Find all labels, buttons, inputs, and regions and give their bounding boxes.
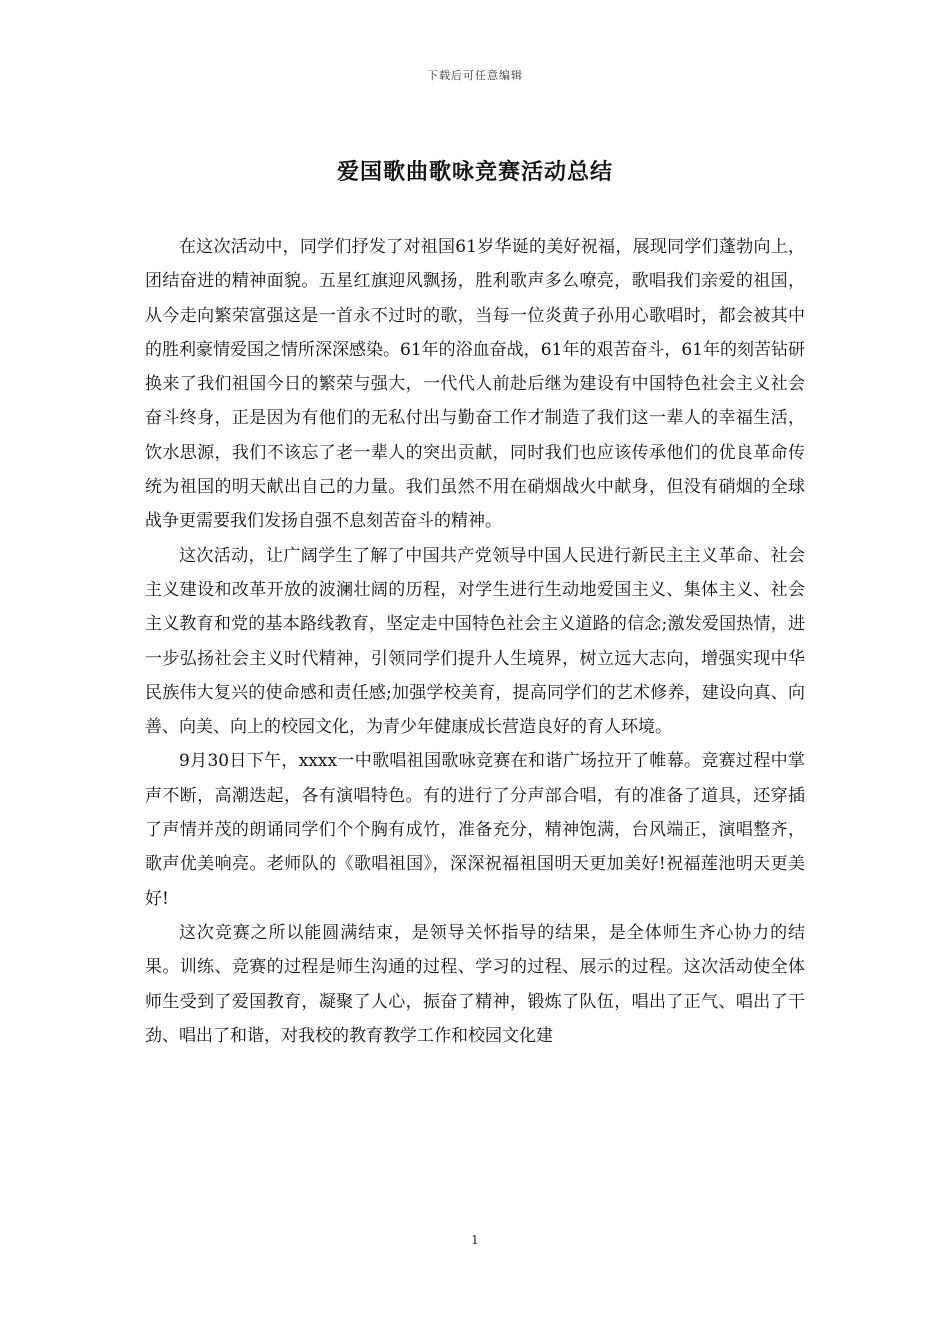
body-paragraph: 9月30日下午，xxxx一中歌唱祖国歌咏竞赛在和谐广场拉开了帷幕。竞赛过程中掌声不断，高潮迭起，各有演唱特色。有的进行了分声部合唱，有的准备了道具，还穿插了声情并茂的朗诵同学们个个胸有成竹，准备充分，精神饱满，台风端正，演唱整齐，歌声优美响亮。老师队的《歌唱祖国》，深深祝福祖国明天更加美好!祝福莲池明天更美好! <box>145 751 805 909</box>
body-paragraph: 在这次活动中，同学们抒发了对祖国61岁华诞的美好祝福，展现同学们蓬勃向上，团结奋进的精神面貌。五星红旗迎风飘扬，胜利歌声多么嘹亮，歌唱我们亲爱的祖国，从今走向繁荣富强这是一首永不过时的歌，当每一位炎黄子孙用心歌唱时，都会被其中的胜利豪情爱国之情所深深感染。61年的浴血奋战，61年的艰苦奋斗，61年的刻苦钻研换来了我们祖国今日的繁荣与强大，一代代人前赴后继为建设有中国特色社会主义社会奋斗终身，正是因为有他们的无私付出与勤奋工作才制造了我们这一辈人的幸福生活，饮水思源，我们不该忘了老一辈人的突出贡献，同时我们也应该传承他们的优良革命传统为祖国的明天献出自己的力量。我们虽然不用在硝烟战火中献身，但没有硝烟的全球战争更需要我们发扬自强不息刻苦奋斗的精神。 <box>145 237 805 532</box>
page-header-note: 下载后可任意编辑 <box>427 69 523 82</box>
document-title: 爱国歌曲歌咏竞赛活动总结 <box>336 160 613 185</box>
page-number: 1 <box>471 1233 479 1247</box>
body-paragraph: 这次活动，让广阔学生了解了中国共产党领导中国人民进行新民主主义革命、社会主义建设和改革开放的波澜壮阔的历程，对学生进行生动地爱国主义、集体主义、社会主义教育和党的基本路线教育，坚定走中国特色社会主义道路的信念;激发爱国热情，进一步弘扬社会主义时代精神，引领同学们提升人生境界，树立远大志向，增强实现中华民族伟大复兴的使命感和责任感;加强学校美育，提高同学们的艺术修养，建设向真、向善、向美、向上的校园文化，为青少年健康成长营造良好的育人环境。 <box>145 545 805 738</box>
document-body <box>145 230 805 1053</box>
body-paragraph: 这次竞赛之所以能圆满结束，是领导关怀指导的结果，是全体师生齐心协力的结果。训练、竞赛的过程是师生沟通的过程、学习的过程、展示的过程。这次活动使全体师生受到了爱国教育，凝聚了人心，振奋了精神，锻炼了队伍，唱出了正气、唱出了干劲、唱出了和谐，对我校的教育教学工作和校园文化建 <box>145 922 805 1046</box>
